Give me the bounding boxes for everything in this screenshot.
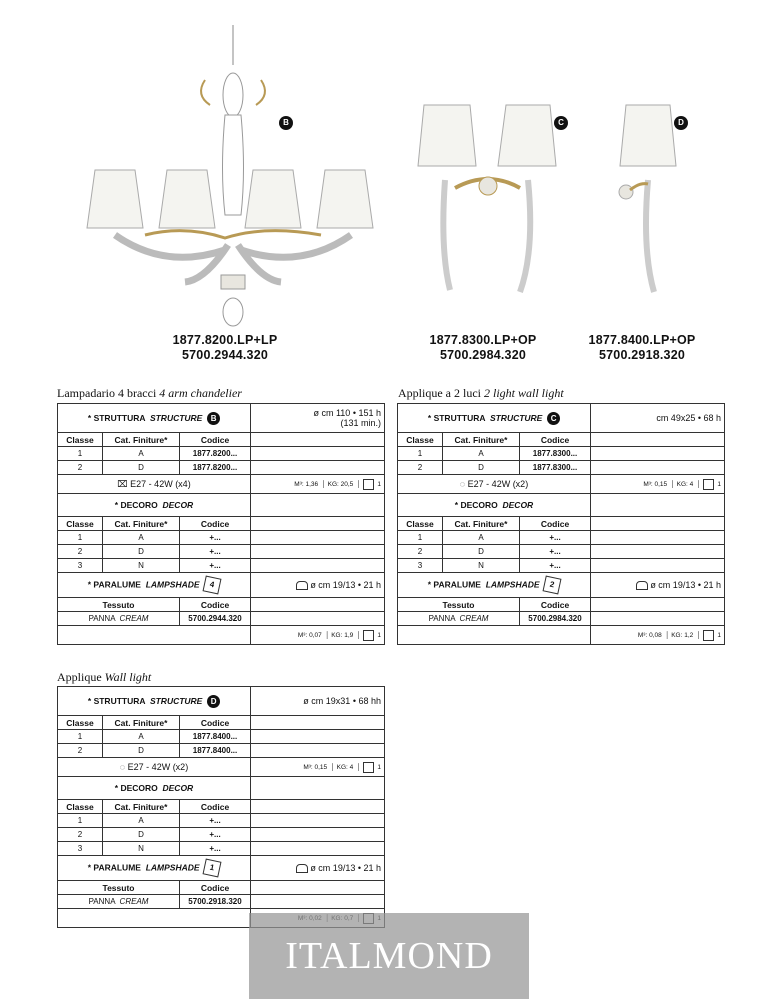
structure-header <box>398 404 591 433</box>
lampshade-icon <box>296 581 308 590</box>
cat-cell: A <box>443 447 520 461</box>
bulb-spec: E27 - 42W (x2) <box>467 479 529 489</box>
codice-cell: +... <box>180 559 251 573</box>
table-row <box>58 447 385 461</box>
table-row <box>398 461 725 475</box>
classe-cell: 1 <box>58 531 103 545</box>
col-classe: Classe <box>58 433 103 447</box>
bulb-cell <box>58 758 251 777</box>
bulb-spec: E27 - 42W (x4) <box>130 478 191 489</box>
single-wall-light-illustration <box>610 100 690 300</box>
product-code-single-wall <box>567 333 717 363</box>
cat-cell: A <box>103 447 180 461</box>
quantity-value: 1 <box>717 631 721 639</box>
table-row <box>58 842 385 856</box>
classe-cell: 2 <box>58 461 103 475</box>
dimensions-text: ø cm 110 • 151 h <box>313 408 381 418</box>
decor-label: * DECORO <box>114 500 158 510</box>
codice-cell: 1877.8200... <box>180 447 251 461</box>
packaging-cell: M³: 1,36 │ KG: 20,5 │ 1 <box>251 475 385 494</box>
structure-label: * STRUTTURA <box>87 412 146 423</box>
col-codice: Codice <box>180 800 251 814</box>
codice-cell: +... <box>180 531 251 545</box>
shade-dimensions-cell <box>251 573 385 598</box>
cat-cell: A <box>103 531 180 545</box>
table-row <box>398 531 725 545</box>
shade-dimensions-cell <box>251 856 385 881</box>
packaging-cell: M³: 0,07 │ KG: 1,9 │ 1 <box>251 626 385 645</box>
weight-value: KG: 1,2 <box>671 631 694 639</box>
title-english: Wall light <box>104 670 152 684</box>
weight-value: KG: 4 <box>336 763 354 771</box>
bulb-icon: ◌ <box>459 479 466 489</box>
codice-cell: +... <box>180 828 251 842</box>
double-wall-light-illustration <box>410 100 570 300</box>
codice-cell: +... <box>180 814 251 828</box>
cat-cell: D <box>103 744 180 758</box>
classe-cell: 2 <box>398 461 443 475</box>
col-classe: Classe <box>58 716 103 730</box>
codice-cell: +... <box>180 545 251 559</box>
cat-cell: D <box>443 545 520 559</box>
codice-cell: +... <box>520 559 591 573</box>
dimensions-cell <box>591 404 725 433</box>
table-row <box>58 612 385 626</box>
cat-cell: N <box>443 559 520 573</box>
classe-cell: 1 <box>398 531 443 545</box>
table-row <box>58 531 385 545</box>
col-codice: Codice <box>520 433 591 447</box>
cat-cell: D <box>443 461 520 475</box>
decor-label: * DECORO <box>454 500 498 510</box>
fabric-english: CREAM <box>119 614 149 623</box>
quantity-value: 1 <box>377 763 381 771</box>
classe-cell: 2 <box>58 828 103 842</box>
decor-english: DECOR <box>162 783 194 793</box>
classe-cell: 3 <box>58 842 103 856</box>
product-code-primary: 1877.8200.LP+LP <box>172 333 278 347</box>
dimensions-cell <box>251 687 385 716</box>
codice-cell: 1877.8200... <box>180 461 251 475</box>
chandelier-illustration <box>85 20 385 330</box>
shade-count-icon: 1 <box>203 859 222 878</box>
section-title-chandelier <box>57 386 242 401</box>
shade-english: LAMPSHADE <box>145 862 200 873</box>
col-codice: Codice <box>520 517 591 531</box>
packaging-cell: M³: 0,15 │ KG: 4 │ 1 <box>251 758 385 777</box>
fabric-english: CREAM <box>119 897 149 906</box>
volume-value: M³: 0,08 <box>637 631 662 639</box>
product-badge: B <box>207 412 220 425</box>
col-cat: Cat. Finiture* <box>103 517 180 531</box>
decor-header <box>58 777 251 800</box>
classe-cell: 1 <box>398 447 443 461</box>
col-codice: Codice <box>180 716 251 730</box>
decor-english: DECOR <box>162 500 194 510</box>
table-row <box>58 895 385 909</box>
lampshade-icon <box>636 581 648 590</box>
decor-header <box>398 494 591 517</box>
shade-label: * PARALUME <box>427 579 481 590</box>
volume-value: M³: 0,07 <box>297 631 322 639</box>
shade-dimensions: ø cm 19/13 • 21 h <box>650 579 721 590</box>
shade-header <box>398 573 591 598</box>
title-italian: Applique a 2 luci <box>398 386 481 400</box>
col-codice: Codice <box>180 881 251 895</box>
classe-cell: 3 <box>58 559 103 573</box>
shade-code-cell: 5700.2984.320 <box>520 612 591 626</box>
fabric-header: Tessuto <box>398 598 520 612</box>
col-cat: Cat. Finiture* <box>443 433 520 447</box>
fabric-value: PANNA <box>428 614 456 623</box>
decor-header <box>58 494 251 517</box>
shade-label: * PARALUME <box>87 862 141 873</box>
dimensions-text: cm 49x25 • 68 h <box>656 413 721 423</box>
fabric-header: Tessuto <box>58 598 180 612</box>
fabric-value: PANNA <box>88 614 116 623</box>
col-cat: Cat. Finiture* <box>103 716 180 730</box>
col-classe: Classe <box>58 517 103 531</box>
shade-dimensions: ø cm 19/13 • 21 h <box>310 862 381 873</box>
cat-cell: D <box>103 461 180 475</box>
bulb-cell <box>398 475 591 494</box>
classe-cell: 1 <box>58 730 103 744</box>
col-classe: Classe <box>398 433 443 447</box>
title-english: 2 light wall light <box>483 386 564 400</box>
product-code-double-wall <box>408 333 558 363</box>
bulb-icon: ◌ <box>119 762 126 772</box>
table-row <box>58 814 385 828</box>
section-title-double-wall <box>398 386 564 401</box>
volume-value: M³: 0,15 <box>303 763 328 771</box>
shade-english: LAMPSHADE <box>145 579 200 590</box>
structure-english: STRUCTURE <box>149 695 203 706</box>
fabric-cell <box>58 895 180 909</box>
col-classe: Classe <box>58 800 103 814</box>
codice-cell: +... <box>520 545 591 559</box>
bulb-cell <box>58 475 251 494</box>
cat-cell: A <box>443 531 520 545</box>
watermark: ITALMOND <box>249 913 529 999</box>
shade-count-icon: 4 <box>203 576 222 595</box>
col-codice: Codice <box>180 598 251 612</box>
bulb-spec: E27 - 42W (x2) <box>127 762 189 772</box>
section-title-single-wall <box>57 670 151 685</box>
fabric-value: PANNA <box>88 897 116 906</box>
decor-label: * DECORO <box>114 783 158 793</box>
fabric-cell <box>58 612 180 626</box>
codice-cell: 1877.8300... <box>520 461 591 475</box>
badge-d: D <box>674 116 688 130</box>
col-codice: Codice <box>180 517 251 531</box>
product-code-primary: 1877.8400.LP+OP <box>588 333 696 347</box>
classe-cell: 1 <box>58 814 103 828</box>
col-cat: Cat. Finiture* <box>443 517 520 531</box>
dimensions-sub: (131 min.) <box>340 418 381 428</box>
spec-table-wall2 <box>397 403 725 645</box>
structure-english: STRUCTURE <box>489 412 543 423</box>
table-row <box>58 828 385 842</box>
col-cat: Cat. Finiture* <box>103 433 180 447</box>
quantity-value: 1 <box>717 480 721 488</box>
table-row <box>398 559 725 573</box>
shade-count-icon: 2 <box>543 576 562 595</box>
cat-cell: A <box>103 814 180 828</box>
product-code-chandelier <box>150 333 300 363</box>
box-icon <box>363 762 374 773</box>
structure-english: STRUCTURE <box>149 412 203 423</box>
product-badge: D <box>207 695 220 708</box>
decor-english: DECOR <box>502 500 534 510</box>
classe-cell: 3 <box>398 559 443 573</box>
table-row <box>58 461 385 475</box>
classe-cell: 2 <box>398 545 443 559</box>
title-italian: Lampadario 4 bracci <box>57 386 157 400</box>
volume-value: M³: 1,36 <box>294 480 319 488</box>
col-codice: Codice <box>180 433 251 447</box>
quantity-value: 1 <box>377 480 381 488</box>
weight-value: KG: 1,9 <box>331 631 354 639</box>
table-row <box>58 545 385 559</box>
title-italian: Applique <box>57 670 102 684</box>
badge-b: B <box>279 116 293 130</box>
structure-label: * STRUTTURA <box>427 412 486 423</box>
cat-cell: N <box>103 559 180 573</box>
classe-cell: 2 <box>58 545 103 559</box>
shade-header <box>58 856 251 881</box>
structure-header <box>58 404 251 433</box>
shade-code-cell: 5700.2944.320 <box>180 612 251 626</box>
shade-header <box>58 573 251 598</box>
lamp-cross-icon: ⌧ <box>117 478 128 489</box>
fabric-english: CREAM <box>459 614 489 623</box>
table-row <box>398 447 725 461</box>
cat-cell: N <box>103 842 180 856</box>
box-icon <box>703 479 714 490</box>
weight-value: KG: 4 <box>676 480 694 488</box>
box-icon <box>703 630 714 641</box>
col-codice: Codice <box>520 598 591 612</box>
codice-cell: 1877.8400... <box>180 744 251 758</box>
packaging-cell: M³: 0,08 │ KG: 1,2 │ 1 <box>591 626 725 645</box>
table-row <box>58 744 385 758</box>
fabric-header: Tessuto <box>58 881 180 895</box>
volume-value: M³: 0,15 <box>643 480 668 488</box>
quantity-value: 1 <box>377 631 381 639</box>
lampshade-icon <box>296 864 308 873</box>
title-english: 4 arm chandelier <box>159 386 242 400</box>
product-code-primary: 1877.8300.LP+OP <box>429 333 537 347</box>
shade-label: * PARALUME <box>87 579 141 590</box>
table-row <box>58 559 385 573</box>
col-cat: Cat. Finiture* <box>103 800 180 814</box>
shade-dimensions: ø cm 19/13 • 21 h <box>310 579 381 590</box>
weight-value: KG: 20,5 <box>327 480 354 488</box>
codice-cell: +... <box>520 531 591 545</box>
cat-cell: D <box>103 828 180 842</box>
product-code-secondary: 5700.2944.320 <box>181 348 269 362</box>
shade-code-cell: 5700.2918.320 <box>180 895 251 909</box>
product-code-secondary: 5700.2984.320 <box>439 348 527 362</box>
box-icon <box>363 630 374 641</box>
cat-cell: A <box>103 730 180 744</box>
classe-cell: 2 <box>58 744 103 758</box>
table-row <box>398 612 725 626</box>
codice-cell: +... <box>180 842 251 856</box>
shade-english: LAMPSHADE <box>485 579 540 590</box>
classe-cell: 1 <box>58 447 103 461</box>
packaging-cell: M³: 0,15 │ KG: 4 │ 1 <box>591 475 725 494</box>
product-badge: C <box>547 412 560 425</box>
spec-table-chandelier <box>57 403 385 645</box>
col-classe: Classe <box>398 517 443 531</box>
dimensions-cell <box>251 404 385 433</box>
structure-label: * STRUTTURA <box>87 695 146 706</box>
box-icon <box>363 479 374 490</box>
structure-header <box>58 687 251 716</box>
codice-cell: 1877.8400... <box>180 730 251 744</box>
table-row <box>398 545 725 559</box>
codice-cell: 1877.8300... <box>520 447 591 461</box>
product-code-secondary: 5700.2918.320 <box>598 348 686 362</box>
fabric-cell <box>398 612 520 626</box>
dimensions-text: ø cm 19x31 • 68 hh <box>303 696 381 706</box>
shade-dimensions-cell <box>591 573 725 598</box>
badge-c: C <box>554 116 568 130</box>
cat-cell: D <box>103 545 180 559</box>
table-row <box>58 730 385 744</box>
spec-table-wall1 <box>57 686 385 928</box>
